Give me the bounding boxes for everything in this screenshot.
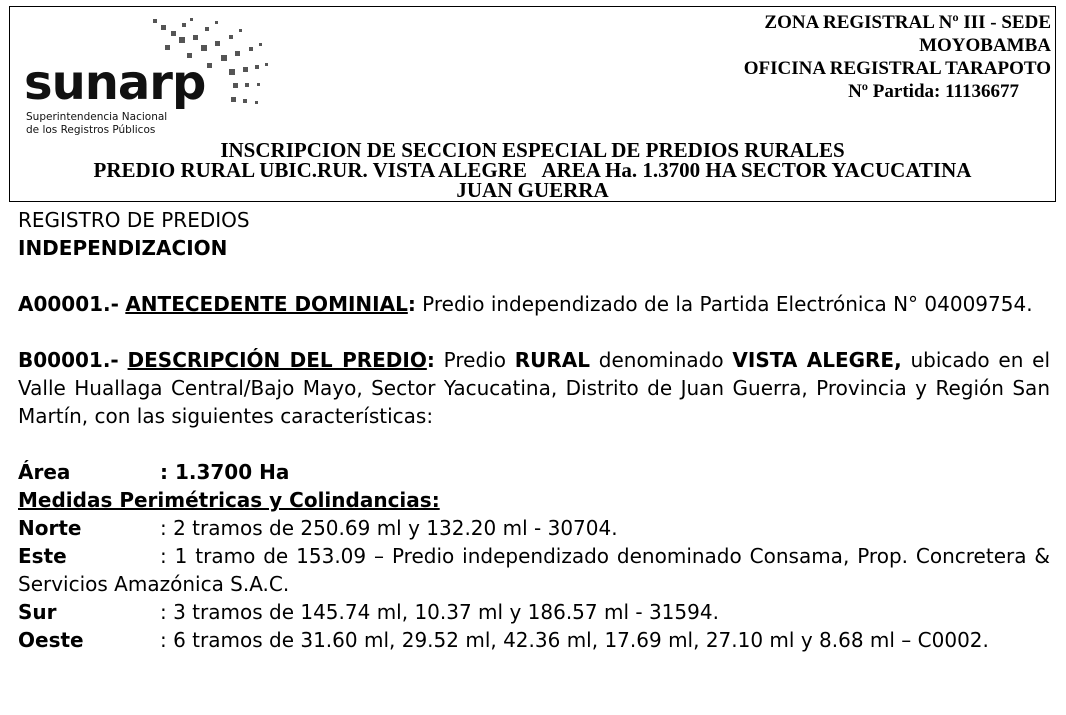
act-title: INDEPENDIZACION (18, 236, 228, 260)
entry-b-text-2: denominado (590, 348, 733, 372)
sunarp-logo (20, 15, 270, 145)
logo-subtitle (26, 111, 167, 137)
entry-b-rural: RURAL (514, 348, 590, 372)
title-line-2: PREDIO RURAL UBIC.RUR. VISTA ALEGRE AREA Ha. 1.3700 HA SECTOR YACUCATINA (93, 158, 972, 182)
oeste-value: : 6 tramos de 31.60 ml, 29.52 ml, 42.36 ml, 17.69 ml, 27.10 ml y 8.68 ml – C0002. (160, 628, 989, 652)
este-row (18, 542, 1050, 598)
office-sede: MOYOBAMBA (919, 35, 1051, 56)
norte-value: : 2 tramos de 250.69 ml y 132.20 ml - 30704. (160, 516, 618, 540)
sur-value: : 3 tramos de 145.74 ml, 10.37 ml y 186.57 ml - 31594. (160, 600, 719, 624)
spacer (18, 318, 1050, 346)
title-line-1: INSCRIPCION DE SECCION ESPECIAL DE PREDIOS RURALES (220, 138, 845, 162)
medidas-heading: Medidas Perimétricas y Colindancias: (18, 488, 440, 512)
logo-wordmark: sunarp (24, 55, 206, 111)
entry-b-heading: DESCRIPCIÓN DEL PREDIO (127, 348, 427, 372)
registry-name: REGISTRO DE PREDIOS (18, 208, 250, 232)
registry-office-block (744, 11, 1051, 103)
title-line-3: JUAN GUERRA (456, 178, 609, 202)
logo-subtitle-line-1: Superintendencia Nacional (26, 111, 168, 123)
oeste-label: Oeste (18, 628, 84, 652)
entry-b00001 (18, 346, 1050, 430)
oeste-row (18, 626, 1050, 654)
logo-subtitle-line-2: de los Registros Públicos (26, 124, 156, 136)
entry-b-text-3: ubicado en el Valle Huallaga Central/Bajo Mayo, Sector Yacucatina, Distrito de Juan Guerra, Provincia y Región San Martín, con las siguientes características: (18, 348, 1051, 428)
office-zona: ZONA REGISTRAL Nº III - SEDE (764, 12, 1051, 33)
spacer (18, 430, 1050, 458)
area-row (18, 458, 1050, 486)
norte-row (18, 514, 1050, 542)
document-header (9, 6, 1056, 202)
entry-b-code: B00001.- (18, 348, 119, 372)
document-title (10, 140, 1055, 200)
entry-a-text: Predio independizado de la Partida Electrónica N° 04009754. (415, 292, 1033, 316)
entry-b-name: VISTA ALEGRE, (732, 348, 902, 372)
area-value: : 1.3700 Ha (160, 460, 290, 484)
este-label: Este (18, 544, 67, 568)
entry-a-colon: : (407, 292, 416, 316)
entry-b-colon: : (426, 348, 435, 372)
entry-b-text-1: Predio (434, 348, 515, 372)
este-value: : 1 tramo de 153.09 – Predio independizado denominado Consama, Prop. Concretera & Servicios Amazónica S.A.C. (18, 544, 1050, 596)
office-partida-number: Nº Partida: 11136677 (848, 81, 1019, 102)
document-body (18, 206, 1050, 654)
entry-a00001 (18, 290, 1050, 318)
norte-label: Norte (18, 516, 82, 540)
entry-a-code: A00001.- (18, 292, 119, 316)
area-label: Área (18, 460, 71, 484)
sur-label: Sur (18, 600, 57, 624)
sur-row (18, 598, 1050, 626)
entry-a-heading: ANTECEDENTE DOMINIAL (125, 292, 408, 316)
spacer (18, 262, 1050, 290)
office-oficina: OFICINA REGISTRAL TARAPOTO (743, 58, 1051, 79)
